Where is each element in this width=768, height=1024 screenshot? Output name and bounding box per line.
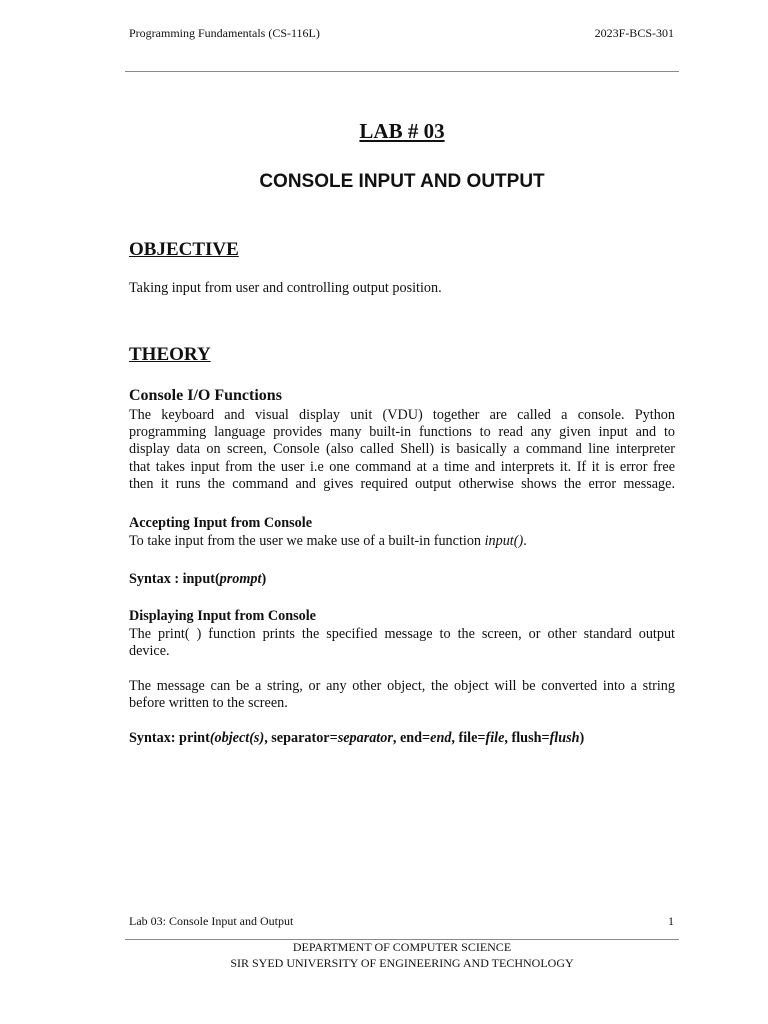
- syntax-arg: (object(s): [209, 730, 265, 746]
- syntax-input: [129, 571, 266, 588]
- theory-heading: THEORY: [129, 344, 211, 365]
- paragraph-line: The keyboard and visual display unit (VDU) together are called a console. Python: [129, 407, 675, 423]
- footer-lab-title: Lab 03: Console Input and Output: [129, 914, 294, 928]
- syntax-part: , file=: [451, 730, 486, 746]
- paragraph-line: device.: [129, 643, 170, 660]
- paragraph-line: before written to the screen.: [129, 695, 288, 712]
- syntax-part: Syntax: print: [129, 730, 210, 746]
- syntax-arg: separator: [337, 730, 393, 746]
- lab-number: LAB # 03: [359, 119, 445, 143]
- console-io-paragraph: [129, 407, 675, 493]
- objective-text: Taking input from user and controlling output position.: [129, 280, 442, 296]
- syntax-input-close: ): [261, 571, 267, 587]
- sentence-end: .: [523, 533, 527, 549]
- page-title: CONSOLE INPUT AND OUTPUT: [259, 171, 545, 192]
- syntax-input-arg: prompt: [219, 571, 262, 587]
- header-course: Programming Fundamentals (CS-116L): [129, 26, 320, 40]
- paragraph-line: then it runs the command and gives required output otherwise shows the error message.: [129, 475, 675, 492]
- syntax-print: [129, 730, 584, 747]
- footer-university: SIR SYED UNIVERSITY OF ENGINEERING AND TECHNOLOGY: [230, 955, 574, 970]
- page-number: 1: [668, 914, 674, 928]
- displaying-paragraph-2: [129, 678, 675, 712]
- objective-heading: OBJECTIVE: [129, 239, 239, 260]
- paragraph-line: The print( ) function prints the specified message to the screen, or other standard output: [129, 626, 675, 642]
- accepting-input-heading: Accepting Input from Console: [129, 515, 312, 531]
- accepting-input-sentence: To take input from the user we make use of a built-in function: [129, 533, 485, 549]
- header-rule: [125, 71, 679, 72]
- footer-department: DEPARTMENT OF COMPUTER SCIENCE: [292, 940, 512, 954]
- syntax-part: , separator=: [264, 730, 338, 746]
- paragraph-line: The message can be a string, or any other object, the object will be converted into a string: [129, 678, 675, 694]
- displaying-input-heading: Displaying Input from Console: [129, 608, 316, 624]
- console-io-heading: Console I/O Functions: [129, 387, 282, 404]
- paragraph-line: programming language provides many built-in functions to read any given input and to: [129, 424, 675, 441]
- syntax-input-label: Syntax : input(: [129, 571, 220, 587]
- header-student-id: 2023F-BCS-301: [594, 26, 674, 40]
- syntax-part: ): [579, 730, 585, 746]
- paragraph-line: display data on screen, Console (also called Shell) is basically a command line interpreter: [129, 441, 675, 458]
- syntax-part: , end=: [392, 730, 431, 746]
- displaying-paragraph-1: [129, 626, 675, 660]
- syntax-part: , flush=: [504, 730, 550, 746]
- syntax-arg: file: [485, 730, 505, 746]
- input-function-name: input(): [484, 533, 524, 549]
- syntax-arg: flush: [549, 730, 580, 746]
- accepting-input-text: [129, 533, 675, 550]
- syntax-arg: end: [430, 730, 452, 746]
- footer-institution: [125, 940, 679, 971]
- paragraph-line: that takes input from the user i.e one command at a time and interprets it. If it is error free: [129, 458, 675, 475]
